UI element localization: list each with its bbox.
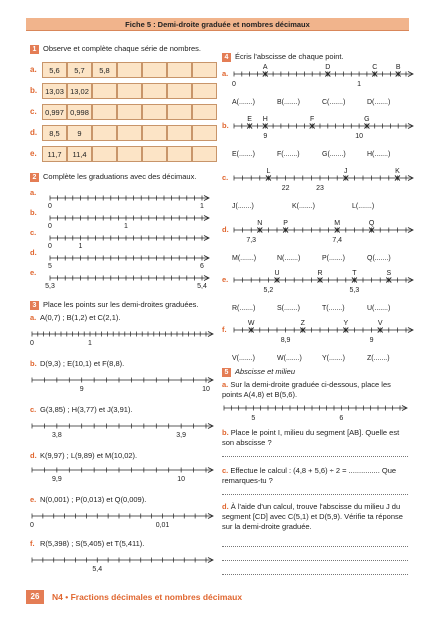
answer-cell[interactable] (192, 146, 217, 162)
value-cell: 8,5 (42, 125, 67, 141)
tick-label: 10 (202, 386, 210, 393)
answer-cell[interactable] (117, 125, 142, 141)
row-label: c. (30, 107, 37, 116)
point-label: R (317, 270, 323, 277)
point-label: E (247, 116, 252, 123)
ex3-number: 3 (30, 301, 39, 310)
point-label: A (262, 64, 268, 71)
tick-label: 9,9 (51, 476, 62, 483)
ex5-number-line (220, 400, 410, 426)
answer-line[interactable] (222, 546, 408, 547)
answer-line[interactable] (222, 456, 408, 457)
point-label: L (266, 168, 271, 175)
point-label: T (352, 270, 357, 277)
answer-slot: M(.......) (232, 255, 257, 262)
value-cell: 11,7 (42, 146, 67, 162)
tick-label: 3,8 (51, 432, 62, 439)
answer-slot: U(.......) (367, 305, 391, 312)
item-label: f. (30, 539, 35, 548)
answer-cell[interactable] (117, 104, 142, 120)
point-label: U (274, 270, 280, 277)
ex1-instruction: Observe et complète chaque série de nombres. (43, 44, 202, 53)
tick-label: 7,3 (246, 237, 257, 244)
tick-label: 5,4 (197, 283, 207, 290)
ex5-a: a. Sur la demi-droite graduée ci-dessous, place les points A(4,8) et B(5,6). (222, 380, 391, 399)
ex4-instruction: Écris l'abscisse de chaque point. (235, 52, 344, 61)
answer-cell[interactable] (167, 125, 192, 141)
tick-label: 5,3 (349, 287, 360, 294)
point-label: N (257, 220, 263, 227)
answer-cell[interactable] (117, 62, 142, 78)
item-label: e. (30, 495, 37, 504)
item-label: b. (30, 359, 37, 368)
answer-cell[interactable] (142, 83, 167, 99)
answer-slot: Q(.......) (367, 255, 391, 262)
item-text: G(3,85) ; H(3,77) et J(3,91). (40, 405, 133, 414)
answer-slot: E(.......) (232, 151, 255, 158)
tick-label: 1 (88, 340, 92, 347)
tick-label: 0 (48, 203, 52, 210)
answer-slot: G(.......) (322, 151, 346, 158)
tick-label: 9 (79, 386, 84, 393)
tick-label: 1 (200, 203, 204, 210)
answer-cell[interactable] (167, 104, 192, 120)
point-label: Y (343, 320, 349, 327)
value-cell: 0,997 (42, 104, 67, 120)
answer-slot: Z(.......) (367, 355, 390, 362)
item-label: f. (222, 325, 227, 334)
ex5-number: 5 (222, 368, 231, 377)
answer-cell[interactable] (192, 62, 217, 78)
ex2-number-lines (28, 182, 213, 292)
tick-label: 10 (355, 133, 363, 140)
tick-label: 0 (30, 340, 34, 347)
chapter-title: N4 • Fractions décimales et nombres décimaux (52, 592, 243, 602)
value-cell: 13,02 (67, 83, 92, 99)
answer-slot: R(.......) (232, 305, 256, 312)
page-title: Fiche 5 : Demi-droite graduée et nombres décimaux (26, 18, 409, 31)
answer-slot: N(.......) (277, 255, 301, 262)
tick-label: 0 (48, 243, 52, 250)
value-cell: 5,7 (67, 62, 92, 78)
tick-label: 22 (281, 185, 290, 192)
ex5-d: d. À l'aide d'un calcul, trouve l'abscisse du milieu J du segment [CD] avec C(5,1) et D(5,9). Vérifie ta réponse sur la demi-droite graduée. (222, 502, 403, 531)
line-label: c. (30, 228, 37, 237)
answer-cell[interactable] (142, 62, 167, 78)
tick-label: 1 (78, 243, 83, 250)
tick-label: 5 (251, 415, 256, 422)
answer-slot: D(.......) (367, 99, 391, 106)
ex3-number-lines (28, 308, 218, 580)
answer-slot: Y(.......) (322, 355, 345, 362)
item-text: N(0,001) ; P(0,013) et Q(0,009). (40, 495, 147, 504)
line-label: e. (30, 268, 37, 277)
row-label: b. (30, 86, 38, 95)
item-text: D(9,3) ; E(10,1) et F(8,8). (40, 359, 125, 368)
point-label: G (364, 116, 370, 123)
tick-label: 0 (48, 223, 52, 230)
answer-slot: C(.......) (322, 99, 346, 106)
value-cell: 0,998 (67, 104, 92, 120)
point-label: P (283, 220, 288, 227)
answer-cell[interactable] (92, 83, 117, 99)
tick-label: 9 (263, 133, 268, 140)
page-number: 26 (26, 590, 44, 604)
item-text: K(9,97) ; L(9,89) et M(10,02). (40, 451, 138, 460)
answer-slot: L(.......) (352, 203, 375, 210)
value-cell: 13,03 (42, 83, 67, 99)
tick-label: 1 (357, 81, 362, 88)
tick-label: 0,01 (155, 522, 170, 529)
tick-label: 5,3 (45, 283, 55, 290)
tick-label: 23 (316, 185, 324, 192)
point-label: B (395, 64, 401, 71)
answer-slot: V(.......) (232, 355, 255, 362)
answer-cell[interactable] (142, 146, 167, 162)
answer-cell[interactable] (167, 83, 192, 99)
ex1-number: 1 (30, 45, 39, 54)
answer-slot: S(.......) (277, 305, 300, 312)
ex4-number: 4 (222, 53, 231, 62)
answer-slot: B(.......) (277, 99, 300, 106)
row-label: e. (30, 149, 37, 158)
value-cell: 5,8 (92, 62, 117, 78)
tick-label: 5 (48, 263, 52, 270)
tick-label: 5,2 (263, 287, 274, 294)
answer-cell[interactable] (92, 104, 117, 120)
tick-label: 3,9 (176, 432, 187, 439)
point-label: F (310, 116, 315, 123)
point-label: W (247, 320, 255, 327)
ex4-number-lines (220, 62, 415, 362)
item-label: a. (30, 313, 37, 322)
ex1-header (30, 44, 201, 54)
ex2-number: 2 (30, 173, 39, 182)
answer-line[interactable] (222, 494, 408, 495)
answer-slot: W(.......) (277, 355, 302, 362)
ex5-title: Abscisse et milieu (235, 367, 296, 376)
point-label: H (262, 116, 268, 123)
answer-cell[interactable] (92, 125, 117, 141)
ex3-instruction: Place les points sur les demi-droites graduées. (43, 300, 199, 309)
answer-slot: H(.......) (367, 151, 391, 158)
answer-slot: P(.......) (322, 255, 345, 262)
point-label: J (344, 168, 348, 175)
answer-cell[interactable] (142, 125, 167, 141)
point-label: C (372, 64, 378, 71)
answer-slot: K(.......) (292, 203, 315, 210)
point-label: Q (368, 220, 375, 227)
tick-label: 10 (177, 476, 186, 483)
row-label: a. (30, 65, 37, 74)
item-label: a. (222, 69, 229, 78)
tick-label: 0 (30, 522, 34, 529)
point-label: S (386, 270, 392, 277)
value-cell: 11,4 (67, 146, 92, 162)
tick-label: 6 (200, 263, 204, 270)
answer-slot: T(.......) (322, 305, 345, 312)
answer-cell[interactable] (92, 146, 117, 162)
point-label: K (395, 168, 400, 175)
answer-line[interactable] (222, 560, 408, 561)
tick-label: 6 (339, 415, 344, 422)
value-cell: 5,6 (42, 62, 67, 78)
item-label: c. (30, 405, 37, 414)
line-label: a. (30, 188, 37, 197)
item-label: b. (222, 121, 229, 130)
point-label: V (377, 320, 383, 327)
answer-slot: F(.......) (277, 151, 300, 158)
row-label: d. (30, 128, 38, 137)
answer-cell[interactable] (142, 104, 167, 120)
point-label: Z (300, 320, 305, 327)
item-label: d. (30, 451, 37, 460)
value-cell: 9 (67, 125, 92, 141)
answer-slot: A(.......) (232, 99, 255, 106)
item-text: A(0,7) ; B(1,2) et C(2,1). (40, 313, 121, 322)
item-label: e. (222, 275, 229, 284)
tick-label: 0 (232, 81, 236, 88)
item-label: d. (222, 225, 229, 234)
line-label: d. (30, 248, 37, 257)
tick-label: 1 (124, 223, 128, 230)
ex2-header (30, 172, 196, 182)
answer-cell[interactable] (167, 62, 192, 78)
answer-cell[interactable] (192, 104, 217, 120)
point-label: D (325, 64, 331, 71)
tick-label: 7,4 (332, 237, 343, 244)
answer-line[interactable] (222, 574, 408, 575)
answer-cell[interactable] (192, 125, 217, 141)
point-label: M (334, 220, 341, 227)
item-text: R(5,398) ; S(5,405) et T(5,411). (40, 539, 145, 548)
tick-label: 8,9 (280, 337, 291, 344)
tick-label: 9 (369, 337, 374, 344)
answer-cell[interactable] (117, 83, 142, 99)
ex5-b: b. Place le point I, milieu du segment [AB]. Quelle est son abscisse ? (222, 428, 400, 447)
line-label: b. (30, 208, 37, 217)
answer-cell[interactable] (117, 146, 142, 162)
answer-slot: J(.......) (232, 203, 254, 210)
ex4-header (222, 52, 344, 62)
item-label: c. (222, 173, 229, 182)
answer-cell[interactable] (167, 146, 192, 162)
ex5-header (222, 367, 295, 377)
ex5-c: c. Effectue le calcul : (4,8 + 5,6) ÷ 2 = ............... Que remarques-tu ? (222, 466, 397, 485)
answer-cell[interactable] (192, 83, 217, 99)
tick-label: 5,4 (92, 566, 103, 573)
ex2-instruction: Complète les graduations avec des décimaux. (43, 172, 197, 181)
